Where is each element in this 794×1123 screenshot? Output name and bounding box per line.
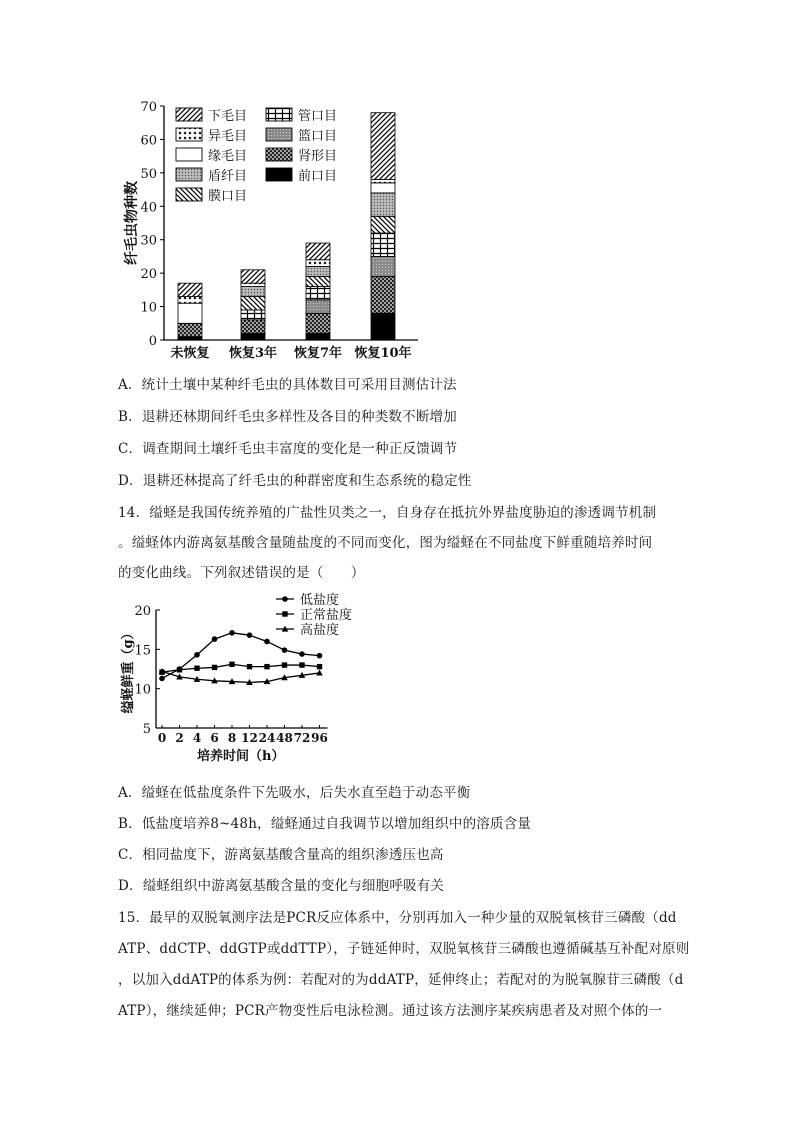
- bar-segment: [306, 300, 330, 313]
- bar-segment: [306, 260, 330, 267]
- data-point: [316, 670, 323, 676]
- x-tick-label: 48: [276, 731, 293, 745]
- legend-label: 膜口目: [208, 189, 248, 204]
- bar-segment: [241, 333, 265, 340]
- y-tick-label: 20: [140, 267, 157, 283]
- legend-swatch: [176, 148, 202, 161]
- legend-swatch: [176, 188, 202, 201]
- x-tick-label: 2: [175, 731, 184, 745]
- x-tick-label: 96: [311, 731, 328, 745]
- y-tick-label: 40: [140, 200, 157, 216]
- q14-stem-line3: 的变化曲线。下列叙述错误的是（ ）: [118, 565, 365, 581]
- legend-label: 肾形目: [298, 149, 338, 164]
- data-point: [317, 653, 323, 659]
- y-axis-label: 纤毛虫物种数: [124, 181, 140, 265]
- y-tick-label: 30: [140, 233, 157, 249]
- bar-segment: [241, 310, 265, 320]
- data-point: [247, 632, 253, 638]
- bar-segment: [371, 193, 395, 216]
- data-point: [212, 665, 217, 670]
- bar-segment: [371, 180, 395, 183]
- bar-segment: [241, 297, 265, 310]
- data-point: [317, 664, 322, 669]
- data-point: [282, 647, 288, 653]
- x-tick-label: 4: [192, 731, 202, 745]
- q15-stem-line3: ，以加入ddATP的体系为例：若配对的为ddATP，延伸终止；若配对的为脱氧腺苷三磷酸（d: [118, 972, 684, 988]
- bar-segment: [241, 283, 265, 286]
- q15-stem-line4: ATP），继续延伸；PCR产物变性后电泳检测。通过该方法测序某疾病患者及对照个体的一: [118, 1003, 663, 1019]
- bar-segment: [178, 323, 202, 336]
- q13-option-c: C．调查期间土壤纤毛虫丰富度的变化是一种正反馈调节: [118, 441, 458, 457]
- y-tick-label: 70: [140, 100, 157, 115]
- bar-segment: [371, 313, 395, 340]
- q14-stem-line2: 。缢蛏体内游离氨基酸含量随盐度的不同而变化，图为缢蛏在不同盐度下鲜重随培养时间: [118, 535, 653, 551]
- y-tick-label: 10: [140, 300, 157, 316]
- bar-segment: [241, 270, 265, 283]
- y-tick-label: 60: [140, 133, 157, 149]
- data-point: [282, 662, 287, 667]
- data-point: [229, 662, 234, 667]
- legend-swatch: [266, 168, 292, 181]
- y-tick-label: 10: [134, 682, 151, 698]
- x-tick-label: 8: [227, 731, 237, 745]
- legend-swatch: [266, 108, 292, 121]
- legend-swatch: [176, 168, 202, 181]
- y-tick-label: 0: [148, 334, 157, 349]
- bar-segment: [371, 183, 395, 193]
- q14-option-c: C．相同盐度下，游离氨基酸含量高的组织渗透压也高: [118, 847, 444, 863]
- ciliate-species-bar-chart: [118, 96, 428, 368]
- y-tick-label: 20: [134, 604, 151, 619]
- bar-segment: [241, 287, 265, 297]
- data-point: [247, 664, 252, 669]
- legend-label: 盾纤目: [208, 169, 248, 184]
- bar-segment: [371, 276, 395, 313]
- legend-swatch: [176, 128, 202, 141]
- legend-label: 缘毛目: [208, 149, 248, 164]
- x-tick-label: 72: [293, 731, 311, 745]
- legend-label: 管口目: [298, 109, 338, 124]
- x-tick-label: 恢复7年: [293, 346, 343, 361]
- q14-option-d: D．缢蛏组织中游离氨基酸含量的变化与细胞呼吸有关: [118, 878, 445, 894]
- bar-segment: [306, 243, 330, 260]
- x-axis-label: 培养时间（h）: [197, 749, 285, 764]
- x-tick-label: 未恢复: [170, 346, 210, 361]
- series-line: [162, 671, 320, 682]
- q13-option-a: A．统计土壤中某种纤毛虫的具体数目可采用目测估计法: [118, 377, 457, 393]
- data-point: [159, 676, 165, 682]
- data-point: [194, 666, 199, 671]
- bar-segment: [178, 303, 202, 323]
- y-tick-label: 50: [140, 166, 157, 182]
- y-tick-label: 15: [134, 643, 151, 659]
- q15-stem-line1: 15．最早的双脱氧测序法是PCR反应体系中，分别再加入一种少量的双脱氧核苷三磷酸（dd: [118, 910, 677, 926]
- y-tick-label: 5: [142, 722, 151, 737]
- data-point: [282, 596, 288, 602]
- data-point: [264, 664, 269, 669]
- series-line: [162, 633, 320, 679]
- legend-label: 低盐度: [300, 593, 340, 608]
- x-tick-label: 0: [157, 731, 167, 745]
- legend-label: 高盐度: [300, 623, 340, 638]
- y-axis-label: 缢蛏鲜重（g）: [121, 626, 136, 714]
- legend-swatch: [266, 128, 292, 141]
- q14-option-b: B．低盐度培养8~48h，缢蛏通过自我调节以增加组织中的溶质含量: [118, 816, 532, 832]
- data-point: [212, 636, 218, 642]
- data-point: [299, 651, 305, 657]
- bar-segment: [241, 320, 265, 333]
- bar-segment: [371, 113, 395, 180]
- bar-segment: [306, 287, 330, 300]
- x-tick-label: 24: [258, 731, 276, 745]
- data-point: [229, 630, 235, 636]
- q13-option-b: B．退耕还林期间纤毛虫多样性及各目的种类数不断增加: [118, 409, 457, 425]
- data-point: [194, 652, 200, 658]
- data-point: [299, 662, 304, 667]
- bar-segment: [306, 333, 330, 340]
- series-line: [162, 664, 320, 672]
- legend-label: 下毛目: [208, 109, 248, 124]
- legend-swatch: [266, 148, 292, 161]
- legend-swatch: [176, 108, 202, 121]
- bar-segment: [306, 313, 330, 333]
- x-tick-label: 12: [241, 731, 258, 745]
- bar-segment: [371, 233, 395, 256]
- bar-segment: [371, 216, 395, 233]
- x-tick-label: 恢复3年: [228, 346, 278, 361]
- bar-segment: [371, 256, 395, 276]
- bar-segment: [306, 266, 330, 276]
- legend-label: 异毛目: [208, 129, 248, 144]
- data-point: [282, 611, 287, 616]
- legend-label: 正常盐度: [300, 608, 353, 623]
- bar-segment: [178, 297, 202, 304]
- x-tick-label: 6: [210, 731, 219, 745]
- clam-weight-line-chart: [118, 590, 368, 770]
- q13-option-d: D．退耕还林提高了纤毛虫的种群密度和生态系统的稳定性: [118, 473, 472, 489]
- data-point: [177, 667, 182, 672]
- legend-label: 篮口目: [298, 129, 338, 144]
- bar-segment: [178, 283, 202, 296]
- q15-stem-line2: ATP、ddCTP、ddGTP或ddTTP），子链延伸时，双脱氧核苷三磷酸也遵循碱基互补配对原则: [118, 941, 690, 957]
- legend-label: 前口目: [298, 169, 338, 184]
- bar-segment: [306, 276, 330, 286]
- bar-segment: [178, 337, 202, 340]
- x-tick-label: 恢复10年: [354, 346, 412, 361]
- q14-option-a: A．缢蛏在低盐度条件下先吸水，后失水直至趋于动态平衡: [118, 785, 471, 801]
- data-point: [264, 639, 270, 645]
- q14-stem-line1: 14．缢蛏是我国传统养殖的广盐性贝类之一，自身存在抵抗外界盐度胁迫的渗透调节机制: [118, 505, 657, 521]
